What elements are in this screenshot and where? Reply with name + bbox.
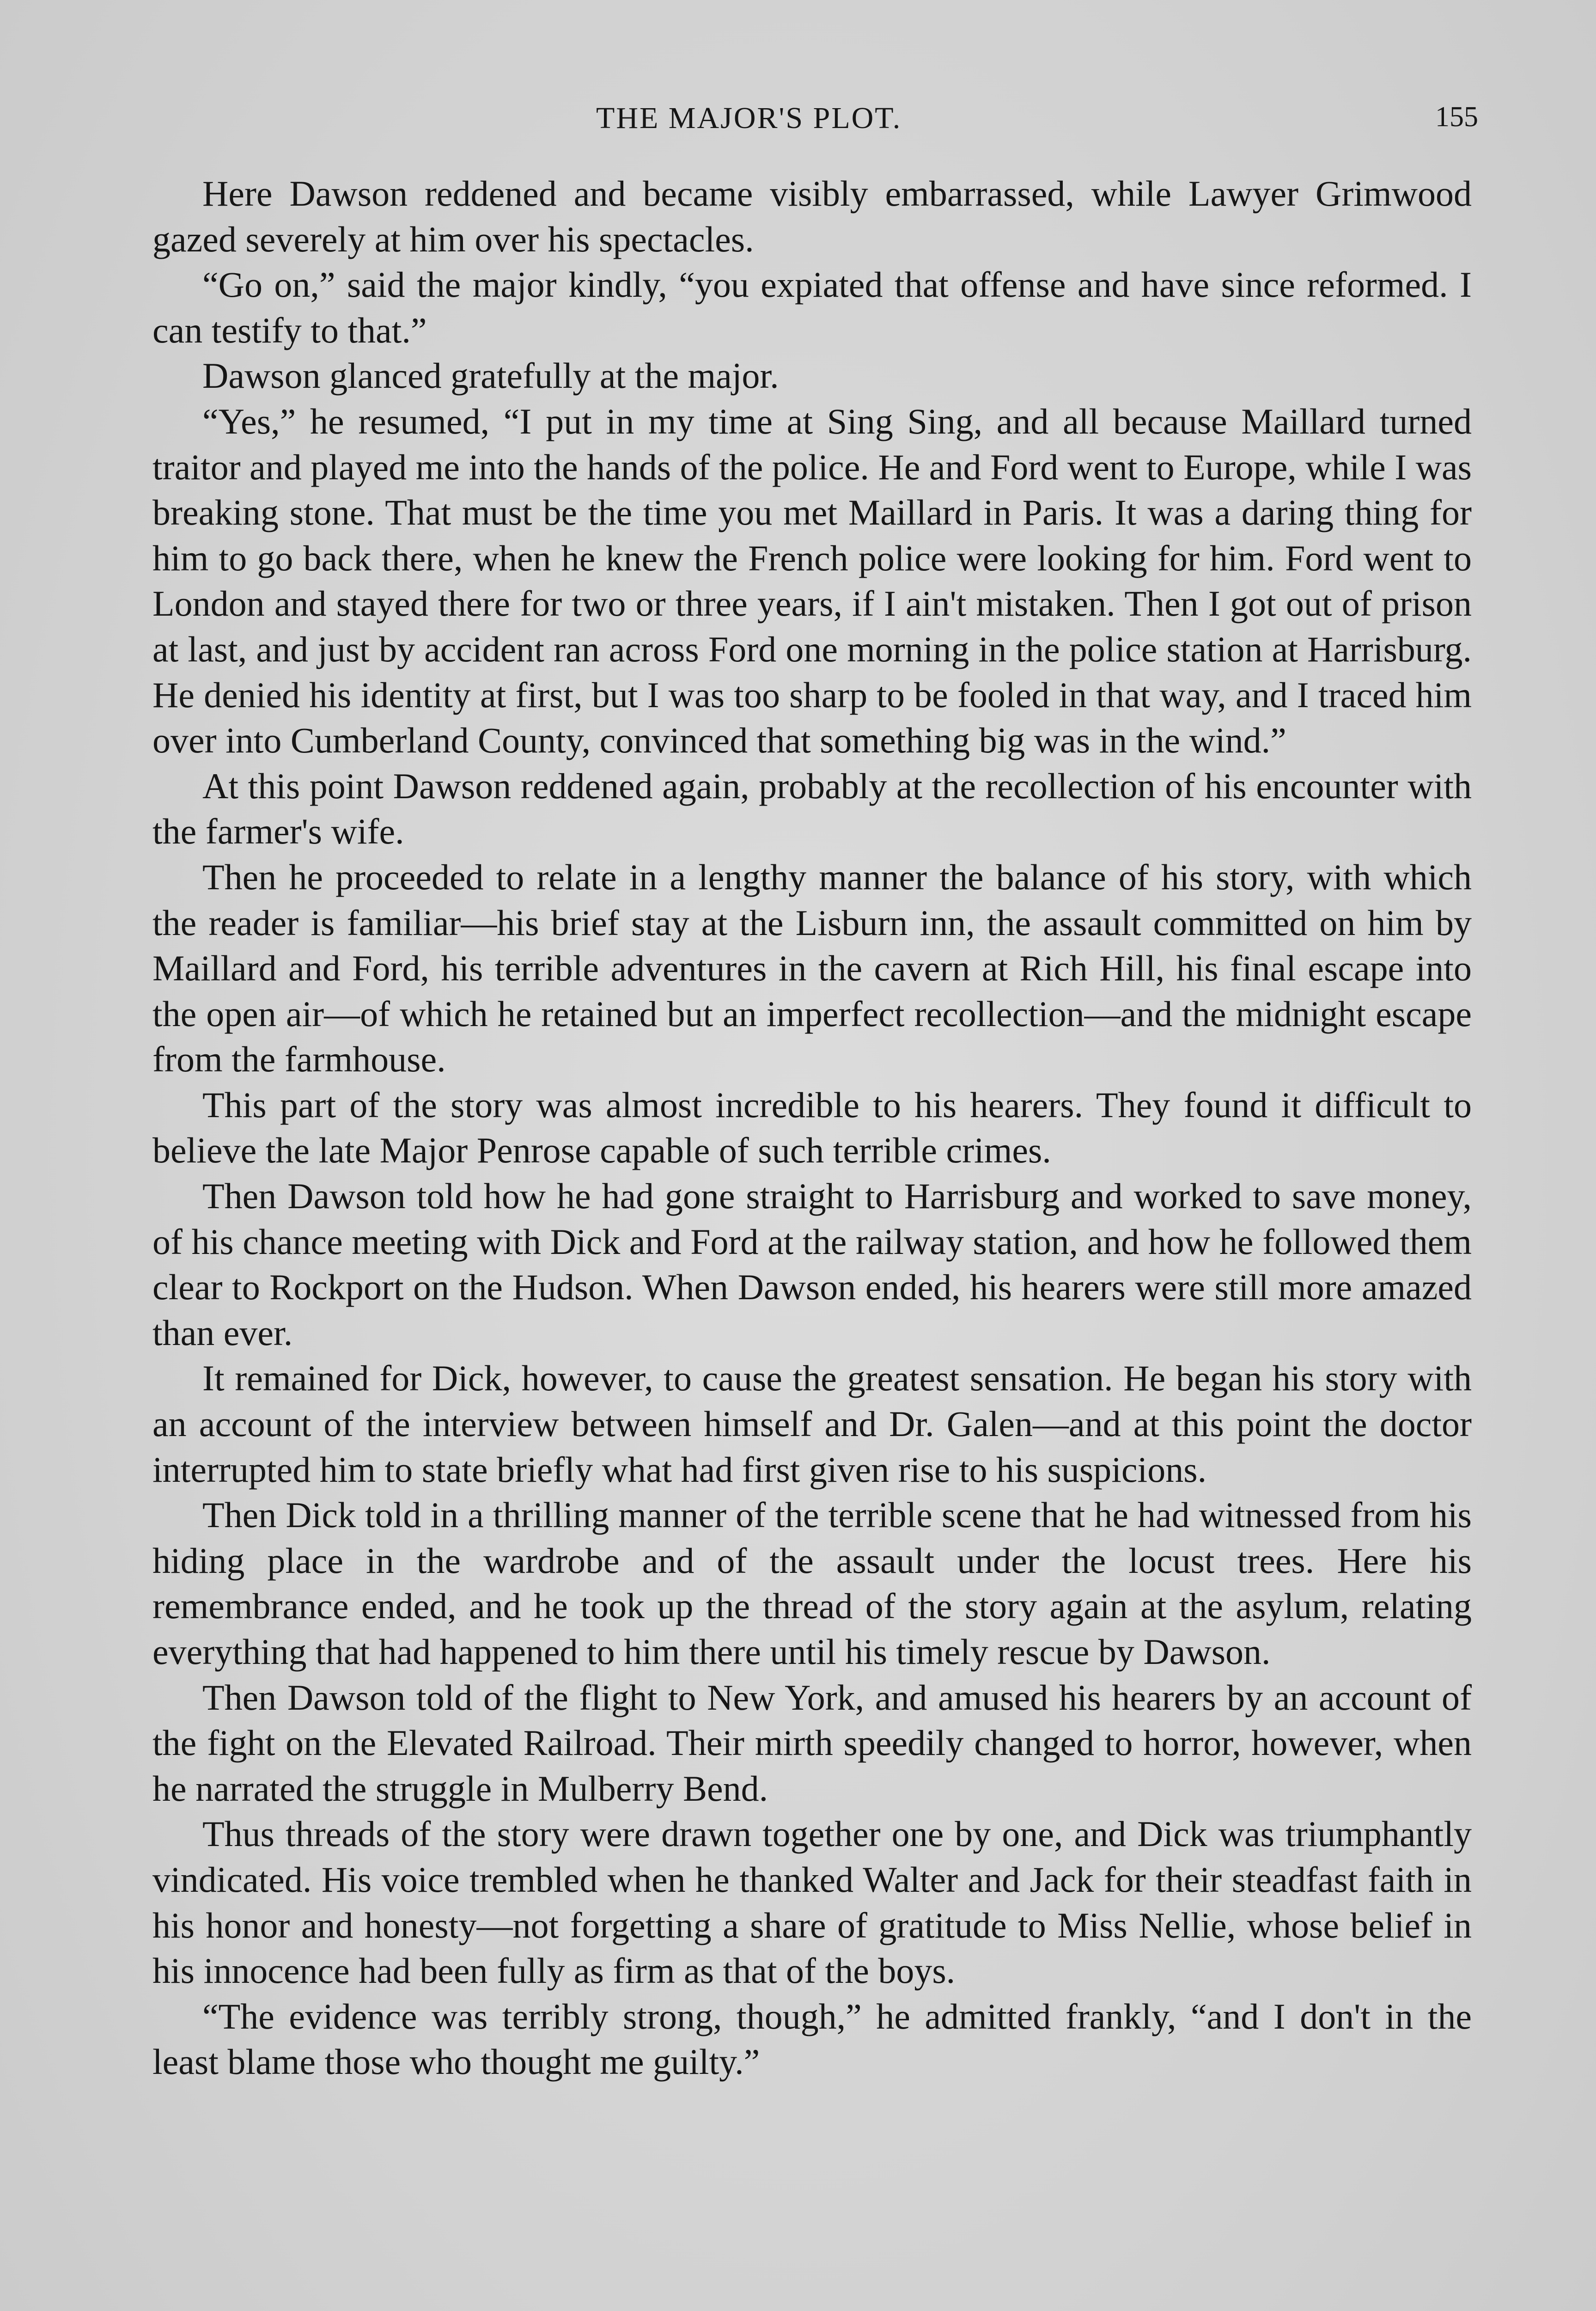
paragraph: “Go on,” said the major kindly, “you expiated that offense and have since reformed. I can testify to that.” [152, 264, 1472, 350]
running-title: THE MAJOR'S PLOT. [596, 101, 902, 135]
paragraph: Thus threads of the story were drawn together one by one, and Dick was triumphantly vindicated. His voice trembled when he thanked Walter and Jack for their steadfast faith in his honor and honesty—not forgetting a share of gratitude to Miss Nellie, whose belief in his innocence had been fully as firm as that of the boys. [152, 1814, 1472, 1991]
paragraph: Here Dawson reddened and became visibly embarrassed, while Lawyer Grimwood gazed severely at him over his spectacles. [152, 173, 1472, 259]
paragraph: Then Dawson told of the flight to New York, and amused his hearers by an account of the fight on the Elevated Railroad. Their mirth speedily changed to horror, however, when he narrated the struggle in Mulberry Bend. [152, 1677, 1472, 1809]
running-head [0, 101, 1596, 142]
paragraph: “Yes,” he resumed, “I put in my time at Sing Sing, and all because Maillard turned traitor and played me into the hands of the police. He and Ford went to Europe, while I was breaking stone. That must be the time you met Maillard in Paris. It was a daring thing for him to go back there, when he knew the French police were looking for him. Ford went to London and stayed there for two or three years, if I ain't mistaken. Then I got out of prison at last, and just by accident ran across Ford one morning in the police station at Harrisburg. He denied his identity at first, but I was too sharp to be fooled in that way, and I traced him over into Cumberland County, convinced that something big was in the wind.” [152, 401, 1472, 761]
page-number: 155 [1435, 101, 1478, 133]
paragraph: Then he proceeded to relate in a lengthy manner the balance of his story, with which the reader is familiar—his brief stay at the Lisburn inn, the assault committed on him by Maillard and Ford, his terrible adventures in the cavern at Rich Hill, his final escape into the open air—of which he retained but an imperfect recollection—and the midnight escape from the farmhouse. [152, 856, 1472, 1080]
body-text [152, 171, 1472, 2085]
paragraph: At this point Dawson reddened again, probably at the recollection of his encounter with the farmer's wife. [152, 765, 1472, 852]
paragraph: This part of the story was almost incredible to his hearers. They found it difficult to believe the late Major Penrose capable of such terrible crimes. [152, 1084, 1472, 1171]
paragraph: Dawson glanced gratefully at the major. [202, 355, 779, 396]
paragraph: It remained for Dick, however, to cause the greatest sensation. He began his story with an account of the interview between himself and Dr. Galen—and at this point the doctor interrupted him to state briefly what had first given rise to his suspicions. [152, 1358, 1472, 1490]
paragraph: “The evidence was terribly strong, though,” he admitted frankly, “and I don't in the least blame those who thought me guilty.” [152, 1996, 1472, 2082]
paragraph: Then Dawson told how he had gone straight to Harrisburg and worked to save money, of his chance meeting with Dick and Ford at the railway station, and how he followed them clear to Rockport on the Hudson. When Dawson ended, his hearers were still more amazed than ever. [152, 1176, 1472, 1353]
paragraph: Then Dick told in a thrilling manner of the terrible scene that he had witnessed from his hiding place in the wardrobe and of the assault under the locust trees. Here his remembrance ended, and he took up the thread of the story again at the asylum, relating everything that had happened to him there until his timely rescue by Dawson. [152, 1495, 1472, 1672]
